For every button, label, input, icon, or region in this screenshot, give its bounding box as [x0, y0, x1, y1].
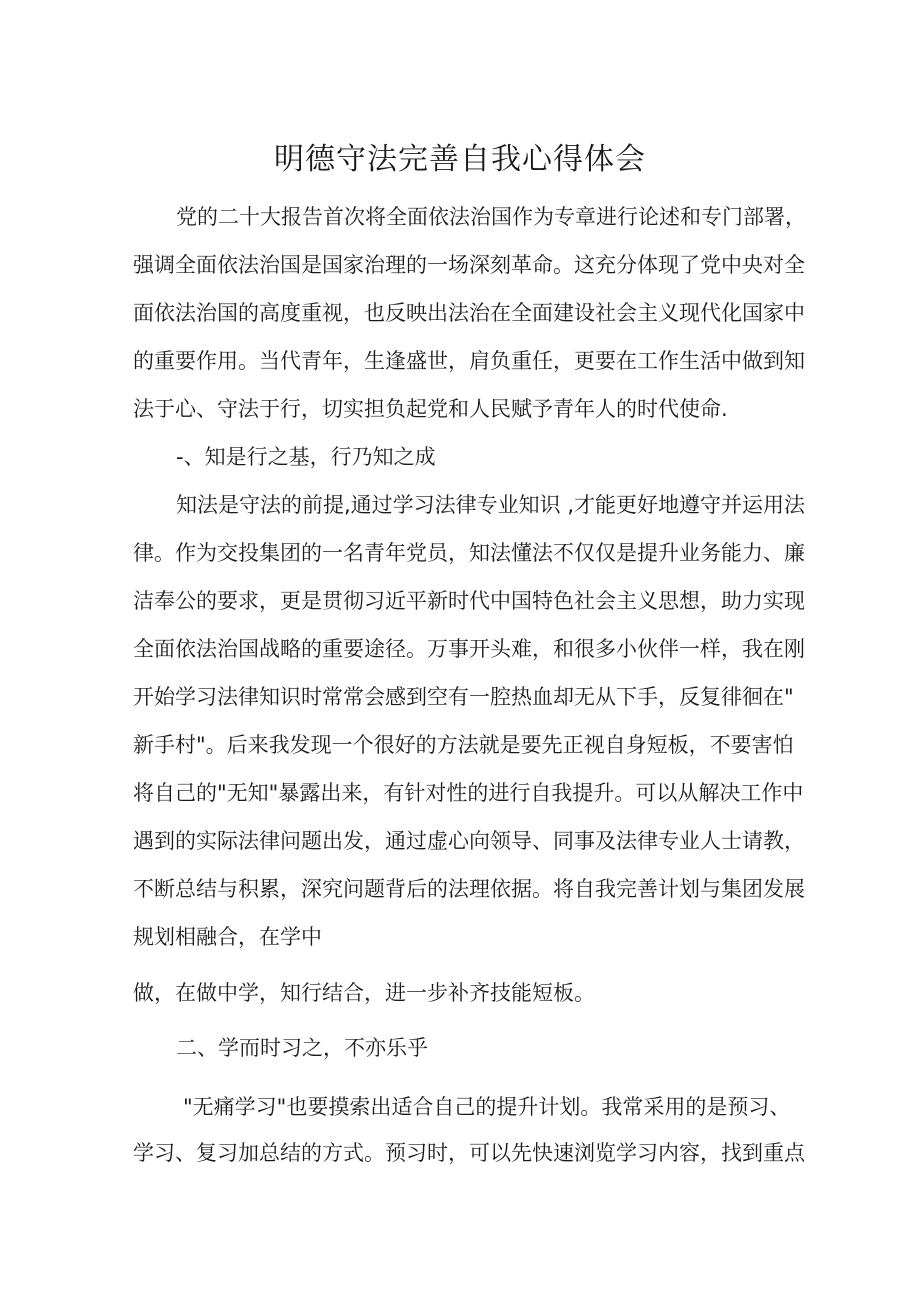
paragraph-line: 法于心、守法于行，切实担负起党和人民赋予青年人的时代使命. — [133, 397, 728, 421]
paragraph-line: 律。作为交投集团的一名青年党员，知法懂法不仅仅是提升业务能力、廉 — [133, 541, 805, 565]
section-heading: 二、学而时习之，不亦乐乎 — [176, 1036, 428, 1060]
section-heading: -、知是行之基，行乃知之成 — [176, 445, 436, 469]
paragraph-line: 规划相融合，在学中 — [133, 925, 322, 949]
paragraph-line: 面依法治国的高度重视，也反映出法治在全面建设社会主义现代化国家中 — [133, 301, 805, 325]
paragraph-line: 将自己的"无知"暴露出来，有针对性的进行自我提升。可以从解决工作中 — [133, 781, 804, 805]
document-title: 明德守法完善自我心得体会 — [274, 142, 646, 177]
paragraph-line: 洁奉公的要求，更是贯彻习近平新时代中国特色社会主义思想，助力实现 — [133, 589, 805, 613]
paragraph-line: 做，在做中学，知行结合，进一步补齐技能短板。 — [133, 981, 595, 1005]
paragraph-line: 强调全面依法治国是国家治理的一场深刻革命。这充分体现了党中央对全 — [133, 253, 805, 277]
paragraph-line: 不断总结与积累，深究问题背后的法理依据。将自我完善计划与集团发展 — [133, 877, 805, 901]
paragraph-line: 开始学习法律知识时常常会感到空有一腔热血却无从下手，反复徘徊在" — [133, 685, 794, 709]
paragraph-line: 党的二十大报告首次将全面依法治国作为专章进行论述和专门部署， — [176, 205, 806, 229]
paragraph-line: 的重要作用。当代青年，生逢盛世，肩负重任，更要在工作生活中做到知 — [133, 349, 805, 373]
paragraph-line: "无痛学习"也要摸索出适合自己的提升计划。我常采用的是预习、 — [183, 1095, 791, 1119]
paragraph-line: 全面依法治国战略的重要途径。万事开头难，和很多小伙伴一样，我在刚 — [133, 637, 805, 661]
paragraph-line: 遇到的实际法律问题出发，通过虚心向领导、同事及法律专业人士请教， — [133, 829, 805, 853]
paragraph-line: 新手村"。后来我发现一个很好的方法就是要先正视自身短板，不要害怕 — [133, 733, 794, 757]
paragraph-line: 学习、复习加总结的方式。预习时，可以先快速浏览学习内容，找到重点 — [133, 1141, 805, 1165]
paragraph-line: 知法是守法的前提,通过学习法律专业知识 ,才能更好地遵守并运用法 — [176, 493, 806, 517]
